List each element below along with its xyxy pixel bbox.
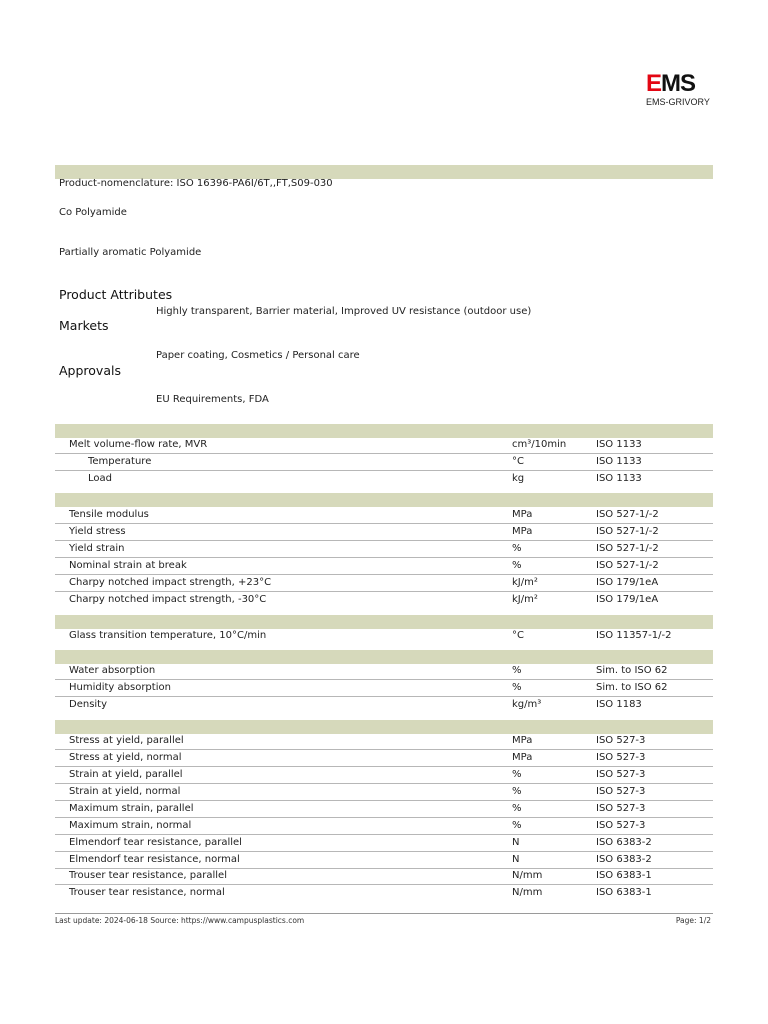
property-standard: ISO 6383-2: [596, 854, 652, 865]
property-standard: ISO 1133: [596, 456, 642, 467]
property-unit: %: [512, 803, 522, 814]
table-row: [55, 801, 713, 818]
attributes-heading: Product Attributes: [59, 287, 173, 302]
property-unit: MPa: [512, 735, 533, 746]
page-number: Page: 1/2: [675, 916, 711, 925]
property-standard: ISO 6383-1: [596, 887, 652, 898]
property-name: Maximum strain, normal: [69, 820, 192, 831]
table-row: [55, 680, 713, 697]
property-unit: N: [512, 837, 520, 848]
property-name: Trouser tear resistance, normal: [69, 887, 225, 898]
chemical-type: Co Polyamide: [59, 207, 127, 218]
table-row: [55, 767, 713, 784]
section-band-2: [55, 493, 713, 507]
table-row: [55, 592, 713, 609]
table-row: [55, 524, 713, 541]
section-band-1: [55, 424, 713, 438]
property-unit: kJ/m²: [512, 577, 538, 588]
table-row: [55, 733, 713, 750]
property-unit: %: [512, 665, 522, 676]
property-name: Density: [69, 699, 108, 710]
table-row: [55, 471, 713, 488]
table-row: [55, 663, 713, 680]
table-row: [55, 750, 713, 767]
ems-logo-mark: [646, 72, 716, 96]
footer-divider: [55, 913, 713, 914]
property-standard: ISO 527-3: [596, 803, 646, 814]
property-name: Trouser tear resistance, parallel: [69, 870, 227, 881]
table-row: [55, 454, 713, 471]
property-unit: MPa: [512, 752, 533, 763]
property-standard: ISO 527-1/-2: [596, 526, 659, 537]
property-unit: kJ/m²: [512, 594, 538, 605]
property-standard: ISO 527-3: [596, 769, 646, 780]
property-standard: ISO 1133: [596, 439, 642, 450]
section-band-4: [55, 650, 713, 664]
property-name: Elmendorf tear resistance, normal: [69, 854, 240, 865]
property-unit: °C: [512, 456, 524, 467]
property-name: Load: [88, 473, 112, 484]
property-unit: kg: [512, 473, 525, 484]
property-standard: Sim. to ISO 62: [596, 665, 668, 676]
property-unit: MPa: [512, 526, 533, 537]
property-unit: °C: [512, 630, 524, 641]
property-name: Water absorption: [69, 665, 156, 676]
property-standard: Sim. to ISO 62: [596, 682, 668, 693]
footer-source: Last update: 2024-06-18 Source: https://www.campusplastics.com: [55, 916, 305, 925]
table-row: [55, 835, 713, 852]
property-name: Melt volume-flow rate, MVR: [69, 439, 208, 450]
polymer-class: Partially aromatic Polyamide: [59, 247, 202, 258]
property-name: Yield strain: [69, 543, 125, 554]
property-standard: ISO 6383-2: [596, 837, 652, 848]
table-row: [55, 852, 713, 869]
property-name: Strain at yield, parallel: [69, 769, 183, 780]
property-standard: ISO 179/1eA: [596, 577, 659, 588]
property-standard: ISO 527-1/-2: [596, 543, 659, 554]
property-name: Tensile modulus: [69, 509, 149, 520]
approvals-value: EU Requirements, FDA: [156, 394, 269, 405]
logo-mark-e: E: [646, 70, 662, 97]
approvals-heading: Approvals: [59, 363, 121, 378]
property-unit: N/mm: [512, 870, 543, 881]
markets-value: Paper coating, Cosmetics / Personal care: [156, 350, 360, 361]
property-standard: ISO 1183: [596, 699, 642, 710]
property-unit: %: [512, 560, 522, 571]
property-standard: ISO 527-1/-2: [596, 509, 659, 520]
property-unit: cm³/10min: [512, 439, 567, 450]
logo-mark-ms: MS: [661, 70, 696, 97]
property-standard: ISO 527-3: [596, 752, 646, 763]
property-name: Glass transition temperature, 10°C/min: [69, 630, 267, 641]
table-row: [55, 541, 713, 558]
property-name: Yield stress: [69, 526, 126, 537]
property-unit: N: [512, 854, 520, 865]
property-name: Charpy notched impact strength, -30°C: [69, 594, 267, 605]
table-row: [55, 437, 713, 454]
property-name: Elmendorf tear resistance, parallel: [69, 837, 242, 848]
property-name: Humidity absorption: [69, 682, 171, 693]
logo-subtitle: EMS-GRIVORY: [646, 97, 710, 107]
attributes-value: Highly transparent, Barrier material, Improved UV resistance (outdoor use): [156, 306, 532, 317]
property-unit: kg/m³: [512, 699, 542, 710]
property-standard: ISO 1133: [596, 473, 642, 484]
product-nomenclature: Product-nomenclature: ISO 16396-PA6I/6T,,FT,S09-030: [59, 178, 333, 189]
property-unit: MPa: [512, 509, 533, 520]
property-unit: %: [512, 786, 522, 797]
property-unit: %: [512, 682, 522, 693]
section-band-3: [55, 615, 713, 629]
property-standard: ISO 6383-1: [596, 870, 652, 881]
property-name: Strain at yield, normal: [69, 786, 181, 797]
table-row: [55, 818, 713, 835]
property-standard: ISO 527-3: [596, 820, 646, 831]
property-name: Maximum strain, parallel: [69, 803, 194, 814]
table-row: [55, 784, 713, 801]
property-standard: ISO 11357-1/-2: [596, 630, 672, 641]
table-row: [55, 697, 713, 714]
property-standard: ISO 527-3: [596, 735, 646, 746]
table-row: [55, 885, 713, 902]
property-standard: ISO 179/1eA: [596, 594, 659, 605]
table-row: [55, 507, 713, 524]
property-standard: ISO 527-3: [596, 786, 646, 797]
property-name: Stress at yield, parallel: [69, 735, 184, 746]
property-name: Nominal strain at break: [69, 560, 187, 571]
property-unit: %: [512, 769, 522, 780]
property-name: Charpy notched impact strength, +23°C: [69, 577, 272, 588]
table-row: [55, 558, 713, 575]
property-unit: %: [512, 820, 522, 831]
section-band-5: [55, 720, 713, 734]
property-name: Temperature: [88, 456, 152, 467]
property-unit: %: [512, 543, 522, 554]
property-unit: N/mm: [512, 887, 543, 898]
property-standard: ISO 527-1/-2: [596, 560, 659, 571]
markets-heading: Markets: [59, 318, 109, 333]
property-name: Stress at yield, normal: [69, 752, 182, 763]
ems-grivory-logo: [646, 72, 716, 107]
table-row: [55, 868, 713, 885]
table-row: [55, 575, 713, 592]
table-row: [55, 628, 713, 645]
